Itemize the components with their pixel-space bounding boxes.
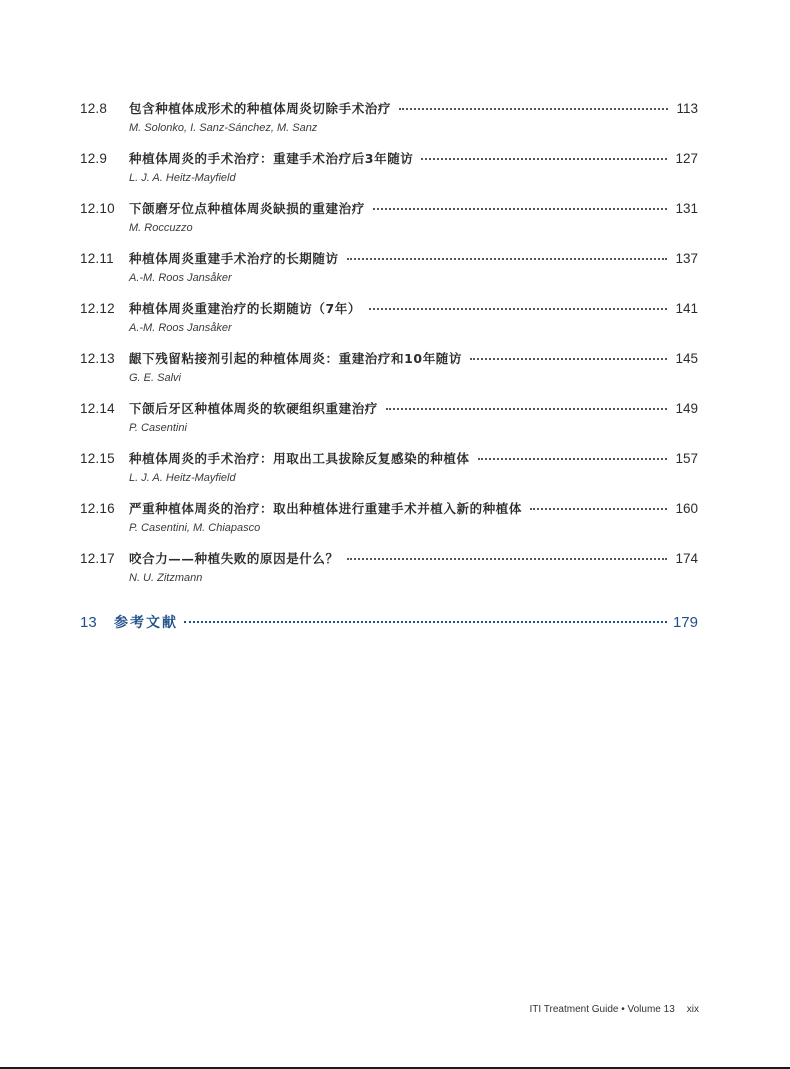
entry-page-number: 160 bbox=[675, 501, 698, 516]
entry-title: 严重种植体周炎的治疗：取出种植体进行重建手术并植入新的种植体 bbox=[129, 501, 523, 516]
entry-title: 下颌后牙区种植体周炎的软硬组织重建治疗 bbox=[129, 401, 378, 416]
entry-authors: P. Casentini bbox=[129, 422, 187, 434]
entry-authors: L. J. A. Heitz-Mayfield bbox=[129, 472, 236, 484]
dot-leader bbox=[347, 248, 668, 260]
entry-number: 12.9 bbox=[80, 151, 108, 166]
entry-page-number: 113 bbox=[676, 101, 698, 116]
dot-leader bbox=[369, 298, 667, 310]
dot-leader bbox=[373, 198, 668, 210]
entry-authors: L. J. A. Heitz-Mayfield bbox=[129, 172, 236, 184]
dot-leader bbox=[530, 498, 667, 510]
page-footer bbox=[530, 1004, 699, 1015]
entry-authors: N. U. Zitzmann bbox=[129, 572, 203, 584]
entry-title: 咬合力——种植失败的原因是什么？ bbox=[129, 551, 339, 566]
toc-entry-12-15 bbox=[80, 449, 698, 499]
entry-title: 种植体周炎重建治疗的长期随访（7年） bbox=[129, 301, 361, 316]
entry-page-number: 131 bbox=[675, 201, 698, 216]
dot-leader bbox=[347, 548, 668, 560]
entry-number: 12.17 bbox=[80, 551, 115, 566]
entry-title: 下颌磨牙位点种植体周炎缺损的重建治疗 bbox=[129, 201, 365, 216]
toc-entry-12-14 bbox=[80, 399, 698, 449]
entry-page-number: 141 bbox=[675, 301, 698, 316]
entry-title: 种植体周炎的手术治疗：用取出工具拔除反复感染的种植体 bbox=[129, 451, 470, 466]
entry-number: 12.16 bbox=[80, 501, 115, 516]
toc-chapter-13 bbox=[80, 612, 698, 634]
entry-number: 12.11 bbox=[80, 251, 114, 266]
footer-page-number: xix bbox=[686, 1004, 699, 1015]
toc-entry-12-13 bbox=[80, 349, 698, 399]
chapter-number: 13 bbox=[80, 614, 97, 631]
dot-leader bbox=[399, 98, 668, 110]
entry-authors: P. Casentini, M. Chiapasco bbox=[129, 522, 261, 534]
entry-title: 包含种植体成形术的种植体周炎切除手术治疗 bbox=[129, 101, 392, 116]
table-of-contents bbox=[80, 99, 698, 599]
entry-page-number: 127 bbox=[675, 151, 698, 166]
entry-authors: A.-M. Roos Jansåker bbox=[129, 322, 232, 334]
dot-leader bbox=[421, 148, 667, 160]
entry-page-number: 145 bbox=[675, 351, 698, 366]
entry-number: 12.12 bbox=[80, 301, 115, 316]
toc-entry-12-11 bbox=[80, 249, 698, 299]
entry-authors: A.-M. Roos Jansåker bbox=[129, 272, 232, 284]
entry-page-number: 174 bbox=[675, 551, 698, 566]
toc-entry-12-10 bbox=[80, 199, 698, 249]
toc-entry-12-16 bbox=[80, 499, 698, 549]
footer-title: ITI Treatment Guide • Volume 13 bbox=[529, 1004, 675, 1015]
chapter-page-number: 179 bbox=[672, 614, 698, 631]
entry-authors: G. E. Salvi bbox=[129, 372, 181, 384]
entry-authors: M. Solonko, I. Sanz-Sánchez, M. Sanz bbox=[129, 122, 318, 134]
dot-leader bbox=[386, 398, 668, 410]
toc-entry-12-9 bbox=[80, 149, 698, 199]
entry-number: 12.8 bbox=[80, 101, 108, 116]
entry-page-number: 137 bbox=[675, 251, 698, 266]
entry-number: 12.13 bbox=[80, 351, 115, 366]
toc-entry-12-17 bbox=[80, 549, 698, 599]
toc-entry-12-8 bbox=[80, 99, 698, 149]
dot-leader bbox=[470, 348, 667, 360]
entry-authors: M. Roccuzzo bbox=[129, 222, 193, 234]
entry-title: 种植体周炎的手术治疗：重建手术治疗后3年随访 bbox=[129, 151, 414, 166]
entry-page-number: 157 bbox=[675, 451, 698, 466]
chapter-title: 参考文献 bbox=[114, 615, 178, 631]
entry-number: 12.10 bbox=[80, 201, 115, 216]
dot-leader bbox=[478, 448, 668, 460]
entry-number: 12.15 bbox=[80, 451, 115, 466]
entry-title: 龈下残留粘接剂引起的种植体周炎：重建治疗和10年随访 bbox=[129, 351, 462, 366]
entry-page-number: 149 bbox=[675, 401, 698, 416]
entry-title: 种植体周炎重建手术治疗的长期随访 bbox=[129, 251, 339, 266]
dot-leader bbox=[184, 611, 667, 623]
entry-number: 12.14 bbox=[80, 401, 115, 416]
toc-entry-12-12 bbox=[80, 299, 698, 349]
